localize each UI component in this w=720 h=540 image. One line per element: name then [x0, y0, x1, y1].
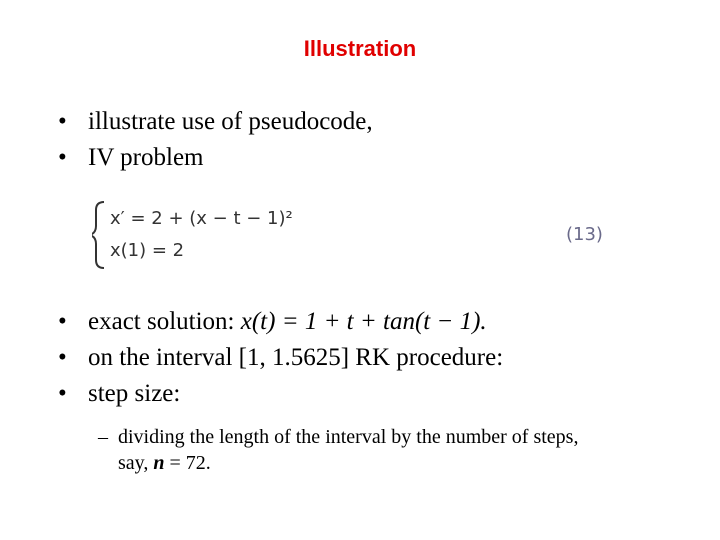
bullet-item — [58, 340, 503, 376]
bullet-item — [58, 376, 503, 412]
equation-image — [92, 200, 612, 270]
left-brace — [92, 202, 104, 268]
equation-number: (13) — [566, 224, 603, 245]
equation-line-2: x(1) = 2 — [110, 240, 185, 261]
step-count-variable: n — [153, 452, 165, 474]
bullet-text: exact solution: — [88, 308, 241, 335]
bullet-text: step size: — [88, 380, 181, 407]
bullet-item — [58, 140, 373, 176]
bullet-text: on the interval [1, 1.5625] RK procedure: — [88, 344, 504, 371]
sub-bullet-line-2 — [98, 450, 578, 476]
sub-bullet-dash: – — [98, 426, 108, 448]
sub-bullet-line-2-prefix: say, — [118, 452, 154, 474]
bullet-text: illustrate use of pseudocode, — [88, 108, 373, 135]
bullet-dot: • — [58, 308, 67, 335]
sub-bullet-line-2-suffix: = 72. — [164, 452, 211, 474]
sub-bullet — [98, 424, 578, 476]
equation-line-1: x′ = 2 + (x − t − 1)² — [110, 208, 293, 229]
bullet-dot: • — [58, 344, 67, 371]
slide-title: Illustration — [303, 36, 417, 61]
bullet-list-top — [58, 104, 373, 176]
bullet-item — [58, 304, 503, 340]
sub-bullet-line-1: dividing the length of the interval by the number of steps, — [118, 426, 579, 448]
bullet-item — [58, 104, 373, 140]
bullet-dot: • — [58, 144, 67, 171]
bullet-text: IV problem — [88, 144, 204, 171]
bullet-dot: • — [58, 108, 67, 135]
bullet-dot: • — [58, 380, 67, 407]
exact-solution-formula: x(t) = 1 + t + tan(t − 1). — [240, 308, 487, 335]
bullet-list-bottom — [58, 304, 503, 412]
